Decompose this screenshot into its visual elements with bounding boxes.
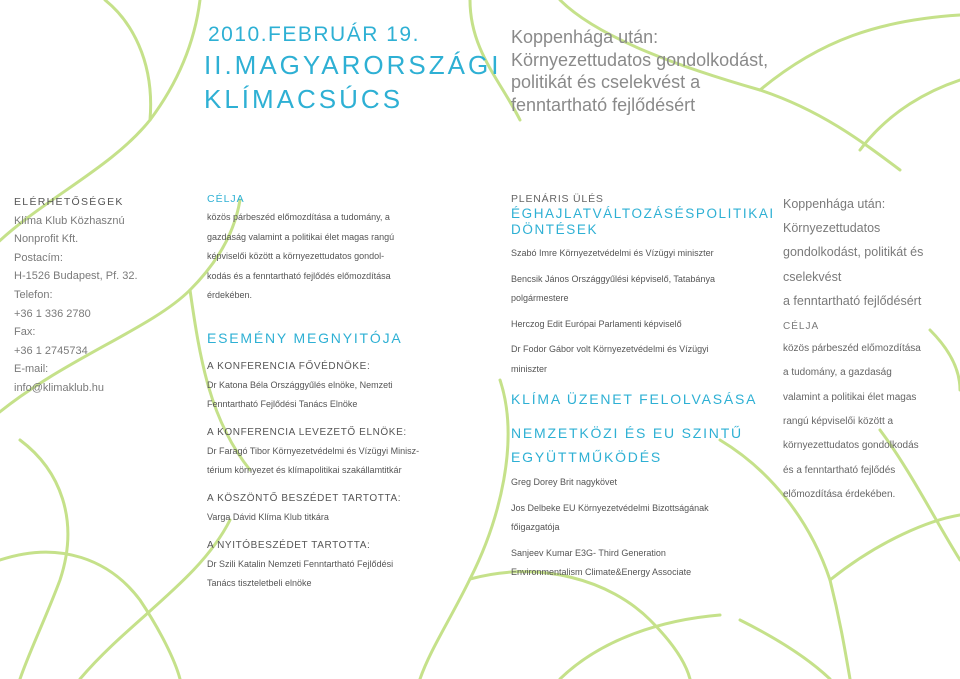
contact-line: Nonprofit Kft. xyxy=(14,233,79,246)
right-goal-heading: CÉLJA xyxy=(783,321,820,333)
contact-block xyxy=(14,193,174,398)
right-goal-line: a tudomány, a gazdaság xyxy=(783,367,892,379)
climate-message-heading: KLÍMA ÜZENET FELOLVASÁSA xyxy=(511,391,758,407)
right-title-line: a fenntartható fejlődésért xyxy=(783,293,922,308)
contact-heading: ELÉRHETŐSÉGEK xyxy=(14,196,124,208)
section-title: A KÖSZÖNTŐ BESZÉDET TARTOTTA: xyxy=(207,492,402,504)
goal-line: kodás és a fenntartható fejlődés előmozdítása xyxy=(207,270,391,281)
intl-speaker-line: Sanjeev Kumar E3G- Third Generation xyxy=(511,547,666,558)
contact-line: +36 1 336 2780 xyxy=(14,307,91,320)
plenary-column xyxy=(511,192,775,583)
speaker-line: polgármestere xyxy=(511,293,569,303)
intl-speaker-line: Environmentalism Climate&Energy Associate xyxy=(511,567,692,577)
intl-cooperation-heading-line: NEMZETKÖZI ÉS EU SZINTŰ xyxy=(511,425,743,441)
speaker-line: Herczog Edit Európai Parlamenti képviselő xyxy=(511,318,682,329)
section-line: Dr Katona Béla Országgyűlés elnöke, Nemzeti xyxy=(207,379,393,390)
right-goal-line: közös párbeszéd előmozdítása xyxy=(783,343,921,355)
right-title-line: cselekvést xyxy=(783,269,842,284)
contact-line: Telefon: xyxy=(14,288,53,301)
right-goal-line: és a fenntartható fejlődés xyxy=(783,464,896,476)
goal-line: gazdaság valamint a politikai élet magas rangú xyxy=(207,231,395,242)
speaker-line: Bencsik János Országgyűlési képviselő, Tatabánya xyxy=(511,273,715,284)
event-opening-heading: ESEMÉNY MEGNYITÓJA xyxy=(207,329,403,346)
section-line: Dr Szili Katalin Nemzeti Fenntartható Fejlődési xyxy=(207,558,394,569)
speaker-line: Dr Fodor Gábor volt Környezetvédelmi és Vízügyi xyxy=(511,344,709,354)
intl-cooperation-heading-line: EGYÜTTMŰKÖDÉS xyxy=(511,449,662,465)
main-title-line: II.MAGYARORSZÁGI xyxy=(204,50,502,80)
contact-line: E-mail: xyxy=(14,363,49,376)
right-summary-column xyxy=(783,192,953,507)
right-title-line: gondolkodást, politikát és xyxy=(783,245,924,260)
goal-heading: CÉLJA xyxy=(207,193,245,205)
plenary-title-line: DÖNTÉSEK xyxy=(511,222,599,237)
section-line: Fenntartható Fejlődési Tanács Elnöke xyxy=(207,398,358,409)
intl-speaker-line: Jos Delbeke EU Környezetvédelmi Bizottságának xyxy=(511,502,709,513)
right-title-line: Koppenhága után: xyxy=(783,197,886,211)
event-date: 2010.FEBRUÁR 19. xyxy=(208,23,420,46)
contact-line: +36 1 2745734 xyxy=(14,344,88,357)
right-title-line: Környezettudatos xyxy=(783,221,881,236)
contact-email[interactable]: info@klimaklub.hu xyxy=(14,381,105,394)
contact-line: H-1526 Budapest, Pf. 32. xyxy=(14,270,138,283)
main-title xyxy=(204,48,501,116)
subtitle-line: politikát és cselekvést a xyxy=(511,72,701,92)
subtitle-line: Koppenhága után: xyxy=(511,27,659,47)
goal-line: közös párbeszéd előmozdítása a tudomány, a xyxy=(207,212,390,222)
intl-speaker-line: Greg Dorey Brit nagykövet xyxy=(511,477,618,487)
goal-line: képviselői között a környezettudatos gondol- xyxy=(207,251,385,261)
right-goal-line: valamint a politikai élet magas xyxy=(783,391,917,403)
goal-line: érdekében. xyxy=(207,290,253,300)
contact-line: Postacím: xyxy=(14,251,63,264)
intl-speaker-line: főigazgatója xyxy=(511,522,560,532)
section-title: A NYITÓBESZÉDET TARTOTTA: xyxy=(207,539,371,551)
subtitle-line: fenntartható fejlődésért xyxy=(511,94,696,115)
plenary-label: PLENÁRIS ÜLÉS xyxy=(511,193,604,205)
contact-line: Fax: xyxy=(14,326,36,339)
speaker-line: miniszter xyxy=(511,363,548,374)
right-goal-line: környezettudatos gondolkodás xyxy=(783,440,919,452)
section-line: térium környezet és klímapolitikai szakállamtitkár xyxy=(207,464,402,475)
goal-and-opening-column xyxy=(207,192,447,593)
main-title-line: KLÍMACSÚCS xyxy=(204,84,404,114)
section-line: Dr Faragó Tibor Környezetvédelmi és Vízügyi Minisz- xyxy=(207,445,420,456)
right-goal-line: előmozdítása érdekében. xyxy=(783,488,896,500)
section-line: Varga Dávid Klíma Klub titkára xyxy=(207,511,329,522)
section-title: A KONFERENCIA FŐVÉDNÖKE: xyxy=(207,360,371,372)
plenary-title-line: ÉGHAJLATVÁLTOZÁSÉSPOLITIKAI xyxy=(511,206,775,221)
subtitle-line: Környezettudatos gondolkodást, xyxy=(511,49,769,70)
section-line: Tanács tiszteletbeli elnöke xyxy=(207,577,312,588)
contact-line: Klíma Klub Közhasznú xyxy=(14,214,125,227)
right-goal-line: rangú képviselői között a xyxy=(783,415,894,427)
subtitle xyxy=(511,26,811,116)
speaker-line: Szabó Imre Környezetvédelmi és Vízügyi miniszter xyxy=(511,248,714,258)
section-title: A KONFERENCIA LEVEZETŐ ELNÖKE: xyxy=(207,426,407,438)
